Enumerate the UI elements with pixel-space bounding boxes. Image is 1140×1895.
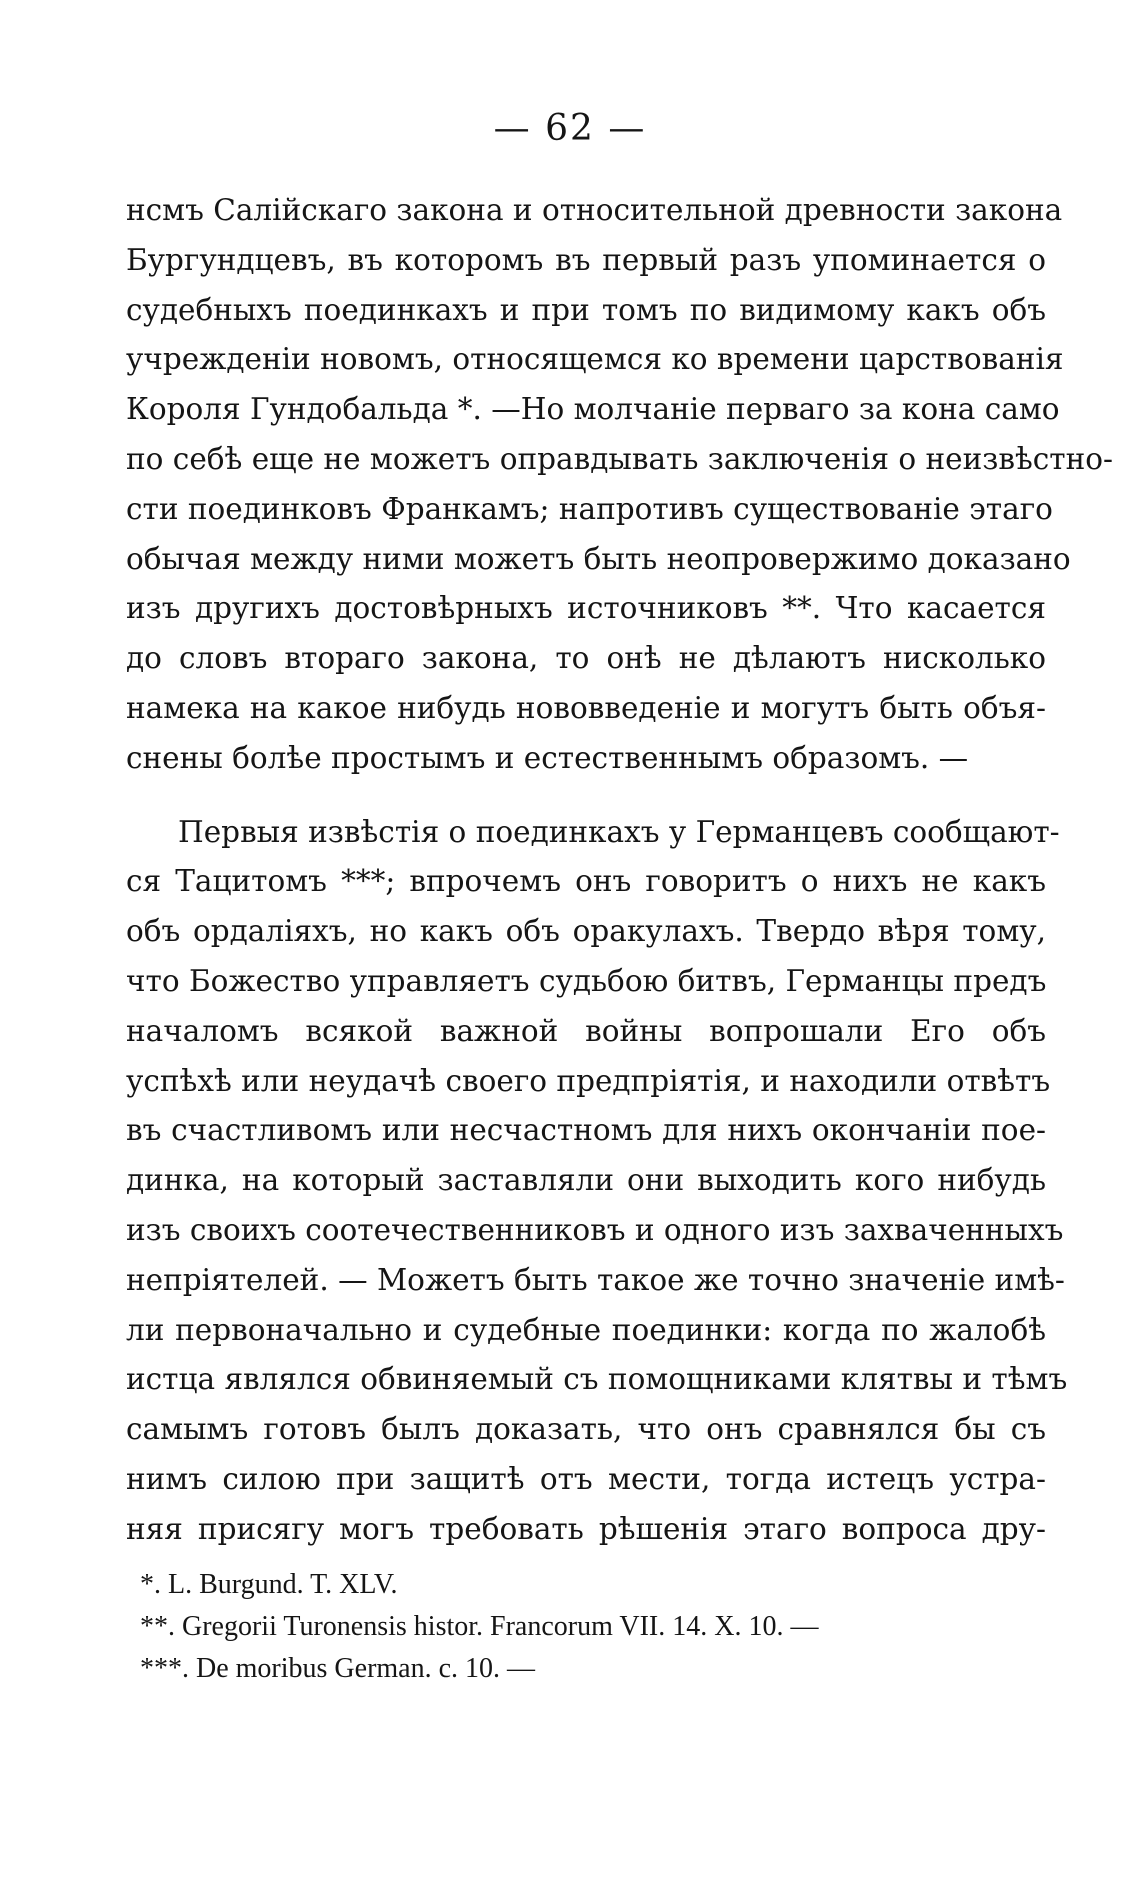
text-line: учрежденіи новомъ, относящемся ко времени царствованія [126,342,1064,377]
paragraph-gap [126,784,1046,808]
text-line: няя присягу могъ требовать рѣшенія этаго вопроса дру- [126,1511,1046,1546]
text-line: сти поединковъ Франкамъ; напротивъ существованіе этаго [126,491,1053,526]
text-line: объ ордаліяхъ, но какъ объ оракулахъ. Твердо вѣря тому, [126,914,1046,949]
text-line: непріятелей. — Можетъ быть такое же точно значеніе имѣ- [126,1262,1065,1297]
text-line: судебныхъ поединкахъ и при томъ по видимому какъ объ [126,292,1046,327]
text-line: обычая между ними можетъ быть неопровержимо доказано [126,541,1071,576]
paragraph-1 [126,186,1114,784]
text-line: истца являлся обвиняемый съ помощниками клятвы и тѣмъ [126,1362,1068,1397]
text-line: ли первоначально и судебные поединки: когда по жалобѣ [126,1312,1046,1347]
text-line: въ счастливомъ или несчастномъ для нихъ окончаніи пое- [126,1113,1046,1148]
text-line: что Божество управляетъ судьбою битвъ, Германцы предъ [126,963,1047,998]
text-line: самымъ готовъ былъ доказать, что онъ сравнялся бы съ [126,1412,1046,1447]
footnote: **. Gregorii Turonensis histor. Francorum VII. 14. X. 10. — [140,1611,819,1642]
page-number: — 62 — [493,108,647,149]
text-line: намека на какое нибудь нововведеніе и могутъ быть объя- [126,690,1046,725]
text-line: Бургундцевъ, въ которомъ въ первый разъ упоминается о [126,242,1046,277]
text-line: по себѣ еще не можетъ оправдывать заключенія о неизвѣстно- [126,441,1114,476]
paragraph-2 [126,808,1068,1555]
footnote: *. L. Burgund. T. XLV. [140,1569,398,1600]
text-line: изъ своихъ соотечественниковъ и одного изъ захваченныхъ [126,1212,1064,1247]
text-line: до словъ втораго закона, то онѣ не дѣлаютъ нисколько [126,641,1046,676]
text-line: Первыя извѣстія о поединкахъ у Германцевъ сообщают- [178,814,1060,849]
footnotes [140,1564,940,1690]
text-line: снены болѣе простымъ и естественнымъ образомъ. — [126,740,969,775]
footnote: ***. De moribus German. c. 10. — [140,1653,536,1684]
text-line: изъ другихъ достовѣрныхъ источниковъ **. Что касается [126,591,1046,626]
text-line: успѣхѣ или неудачѣ своего предпріятія, и находили отвѣтъ [126,1063,1051,1098]
text-line: нсмъ Салійскаго закона и относительной древности закона [126,193,1063,227]
text-line: Короля Гундобальда *. —Но молчаніе перваго за кона само [126,392,1060,427]
body-text [126,186,1114,1555]
text-line: началомъ всякой важной войны вопрошали Его объ [126,1013,1046,1048]
text-line: динка, на который заставляли они выходить кого нибудь [126,1163,1046,1198]
text-line: ся Тацитомъ ***; впрочемъ онъ говоритъ о нихъ не какъ [126,864,1046,899]
text-line: нимъ силою при защитѣ отъ мести, тогда истецъ устра- [126,1461,1046,1496]
